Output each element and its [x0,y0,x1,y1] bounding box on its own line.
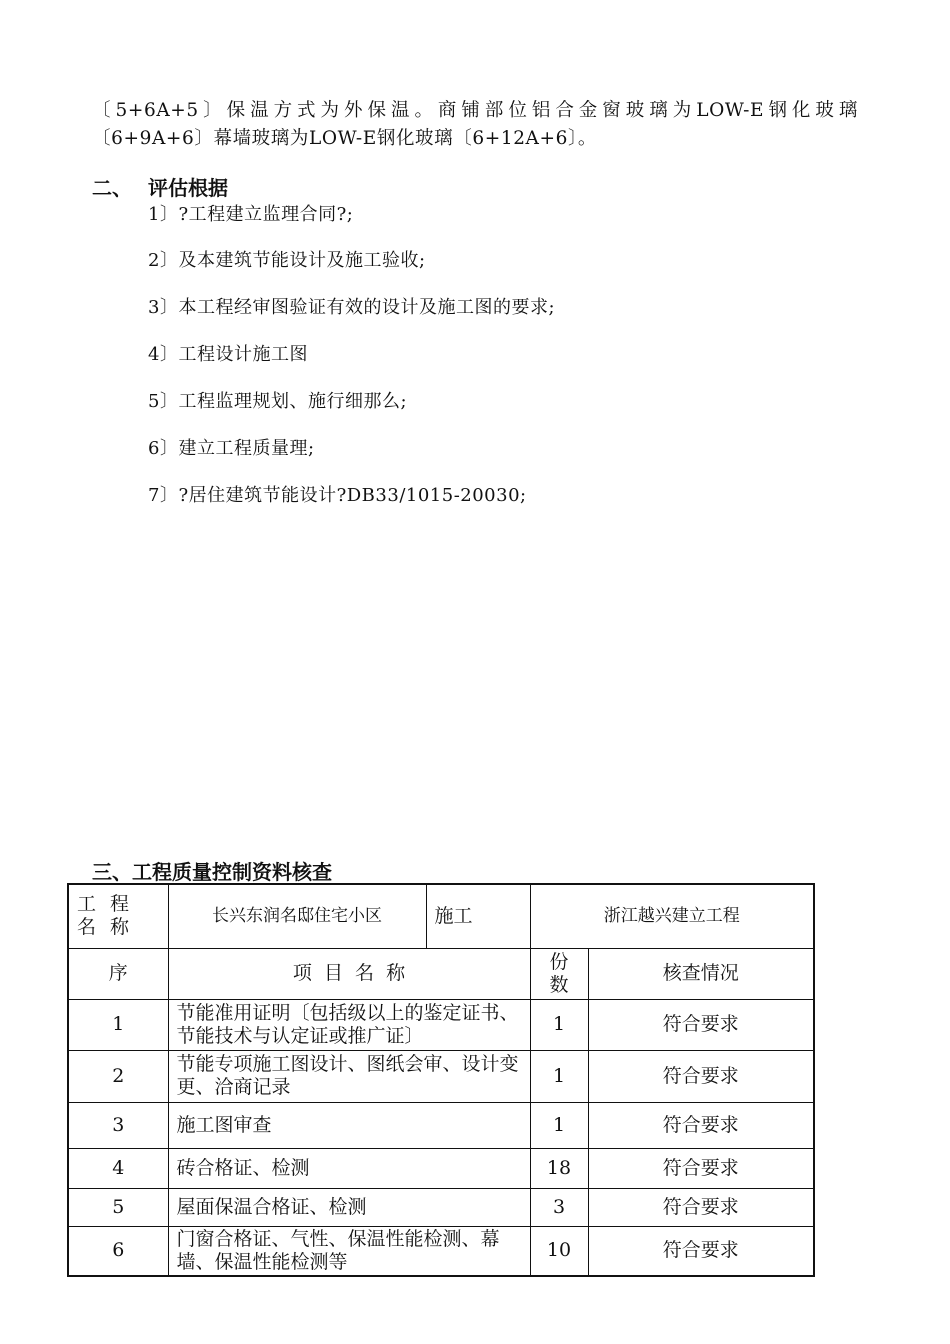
table-row [68,1226,814,1276]
row-seq: 4 [68,1148,168,1188]
row-seq: 5 [68,1188,168,1226]
table-row [68,1102,814,1148]
builder-label: 施工 [426,884,530,948]
row-item: 节能专项施工图设计、图纸会审、设计变更、洽商记录 [168,1050,530,1102]
row-count: 1 [530,1102,588,1148]
row-count: 10 [530,1226,588,1276]
criteria-item: 2〕及本建筑节能设计及施工验收; [148,250,426,271]
criteria-item: 1〕?工程建立监理合同?; [148,204,354,225]
row-count: 18 [530,1148,588,1188]
row-seq: 2 [68,1050,168,1102]
header-status: 核查情况 [588,948,814,999]
header-seq: 序 [68,948,168,999]
row-item: 屋面保温合格证、检测 [168,1188,530,1226]
intro-line-1: 〔5+6A+5〕保温方式为外保温。商铺部位铝合金窗玻璃为LOW-E钢化玻璃 [92,100,858,121]
criteria-item: 5〕工程监理规划、施行细那么; [148,391,408,412]
project-name: 长兴东润名邸住宅小区 [168,884,426,948]
table-row [68,999,814,1050]
row-count: 1 [530,999,588,1050]
criteria-item: 3〕本工程经审图验证有效的设计及施工图的要求; [148,297,556,318]
table-row [68,1188,814,1226]
project-label: 工 程 名 称 [68,884,168,948]
row-seq: 6 [68,1226,168,1276]
table-row [68,1148,814,1188]
row-status: 符合要求 [588,1102,814,1148]
intro-line-2: 〔6+9A+6〕幕墙玻璃为LOW-E钢化玻璃〔6+12A+6〕。 [92,128,597,149]
row-status: 符合要求 [588,1050,814,1102]
section-2-title: 评估根据 [148,176,228,200]
criteria-item: 4〕工程设计施工图 [148,344,308,365]
row-item: 砖合格证、检测 [168,1148,530,1188]
row-status: 符合要求 [588,1188,814,1226]
row-item: 门窗合格证、气性、保温性能检测、幕墙、保温性能检测等 [168,1226,530,1276]
row-status: 符合要求 [588,1226,814,1276]
section-2-number: 二、 [92,176,132,200]
table-header-row [68,948,814,999]
header-item: 项 目 名 称 [168,948,530,999]
criteria-item: 7〕?居住建筑节能设计?DB33/1015-20030; [148,485,527,506]
table-row [68,1050,814,1102]
section-3-title: 三、工程质量控制资料核查 [92,860,332,884]
row-count: 1 [530,1050,588,1102]
row-status: 符合要求 [588,1148,814,1188]
criteria-item: 6〕建立工程质量理; [148,438,315,459]
table-project-row [68,884,814,948]
row-item: 施工图审查 [168,1102,530,1148]
row-count: 3 [530,1188,588,1226]
row-seq: 3 [68,1102,168,1148]
row-item: 节能准用证明〔包括级以上的鉴定证书、节能技术与认定证或推广证〕 [168,999,530,1050]
header-count: 份数 [530,948,588,999]
builder-name: 浙江越兴建立工程 [530,884,814,948]
quality-control-table [67,883,815,1277]
row-status: 符合要求 [588,999,814,1050]
row-seq: 1 [68,999,168,1050]
